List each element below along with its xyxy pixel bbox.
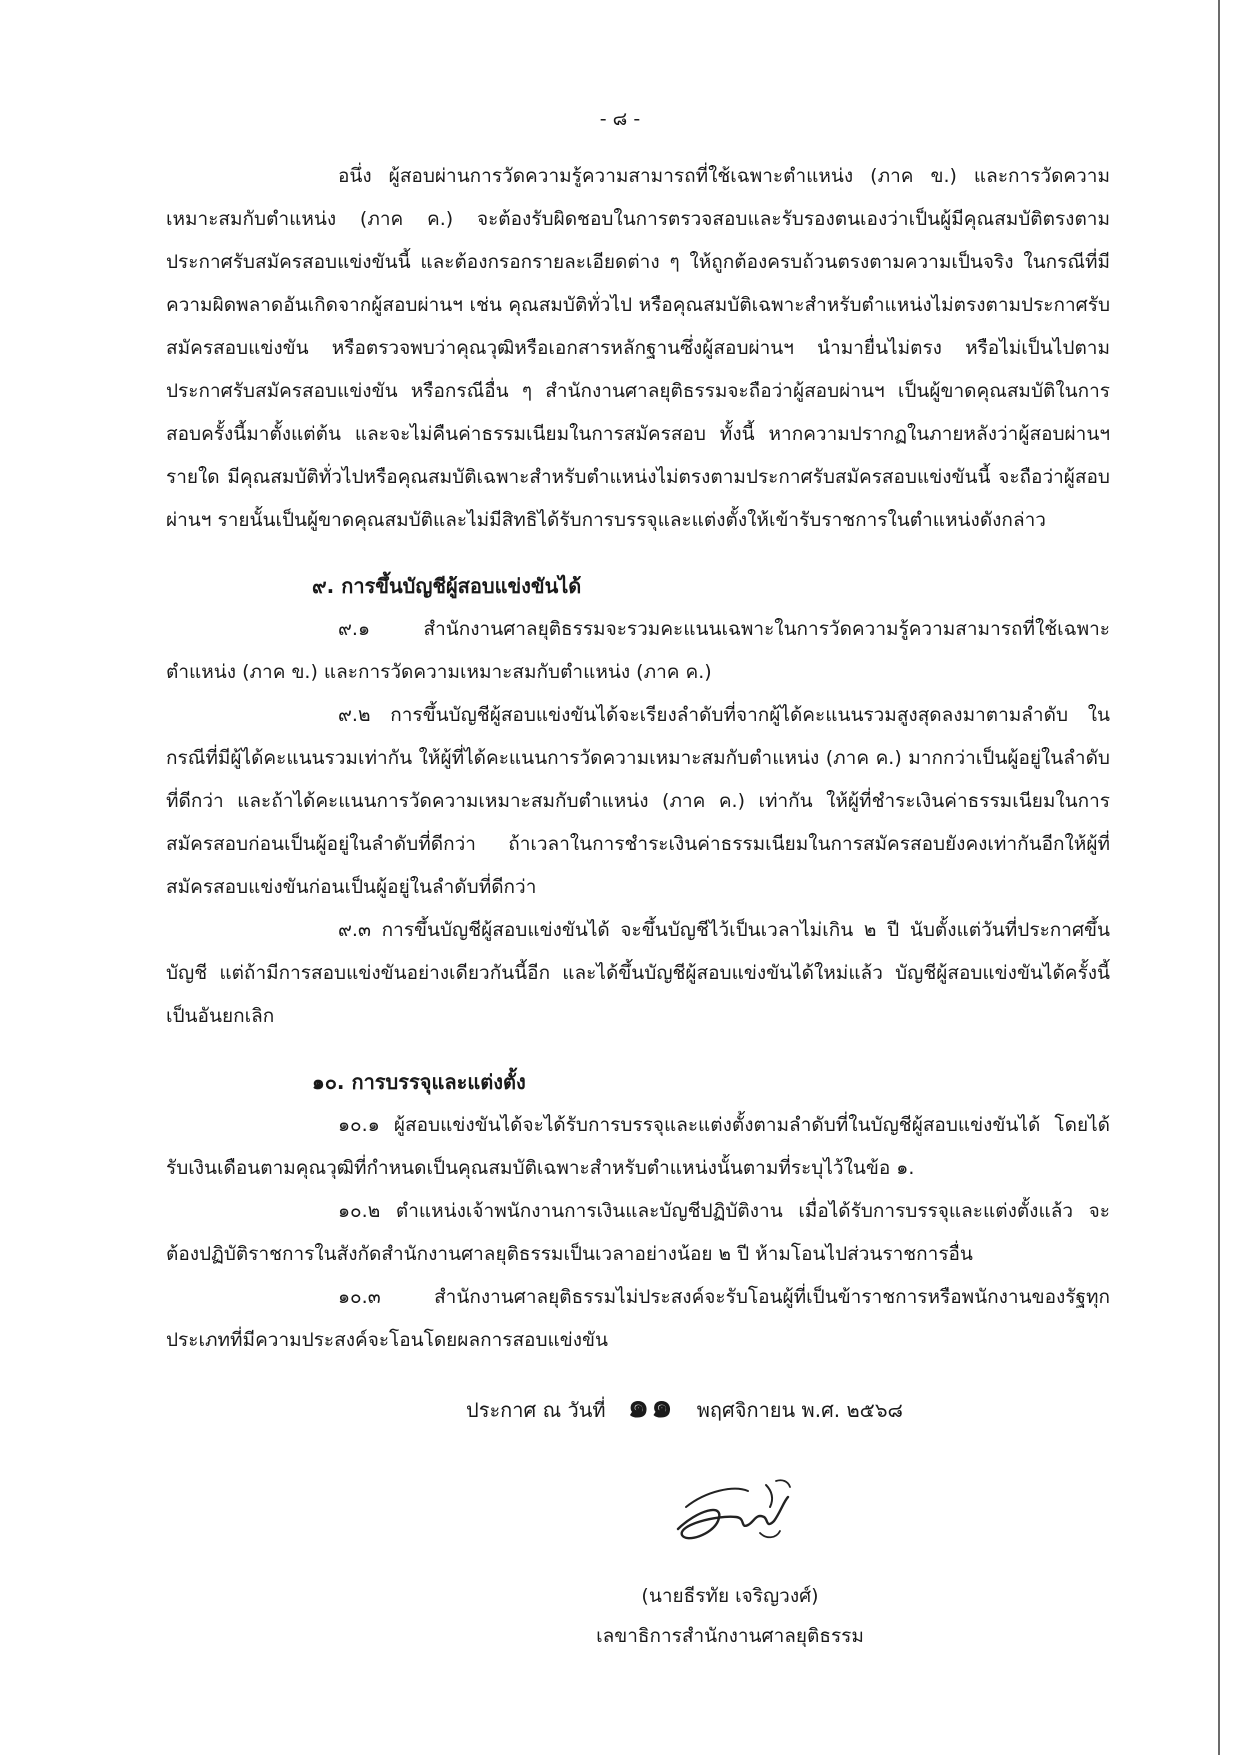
signer-block bbox=[570, 1576, 890, 1656]
announcement-date bbox=[466, 1378, 903, 1432]
signer-title: เลขาธิการสำนักงานศาลยุติธรรม bbox=[596, 1625, 864, 1647]
section-9-heading: ๙. การขึ้นบัญชีผู้สอบแข่งขันได้ bbox=[312, 574, 582, 598]
section-9-item-1: ๙.๑ สำนักงานศาลยุติธรรมจะรวมคะแนนเฉพาะในการวัดความรู้ความสามารถที่ใช้เฉพาะตำแหน่ง (ภาค ข.) และการวัดความเหมาะสมกับตำแหน่ง (ภาค ค.) bbox=[166, 618, 1110, 683]
announcement-day: ๑๑ bbox=[627, 1386, 675, 1426]
announcement-prefix: ประกาศ ณ วันที่ bbox=[466, 1398, 606, 1422]
document-body bbox=[166, 155, 1110, 1362]
section-10-item-2: ๑๐.๒ ตำแหน่งเจ้าพนักงานการเงินและบัญชีปฏิบัติงาน เมื่อได้รับการบรรจุและแต่งตั้งแล้ว จะต้องปฏิบัติราชการในสังกัดสำนักงานศาลยุติธรรมเป็นเวลาอย่างน้อย ๒ ปี ห้ามโอนไปส่วนราชการอื่น bbox=[166, 1200, 1110, 1265]
signer-name: (นายธีรทัย เจริญวงศ์) bbox=[641, 1585, 819, 1607]
section-9-item-3: ๙.๓ การขึ้นบัญชีผู้สอบแข่งขันได้ จะขึ้นบัญชีไว้เป็นเวลาไม่เกิน ๒ ปี นับตั้งแต่วันที่ประกาศขึ้นบัญชี แต่ถ้ามีการสอบแข่งขันอย่างเดียวกันนี้อีก และได้ขึ้นบัญชีผู้สอบแข่งขันได้ใหม่แล้ว บัญชีผู้สอบแข่งขันได้ครั้งนี้เป็นอันยกเลิก bbox=[166, 919, 1110, 1027]
page-number: - ๘ - bbox=[599, 108, 641, 130]
section-9-item-2: ๙.๒ การขึ้นบัญชีผู้สอบแข่งขันได้จะเรียงลำดับที่จากผู้ได้คะแนนรวมสูงสุดลงมาตามลำดับ ในกรณีที่มีผู้ได้คะแนนรวมเท่ากัน ให้ผู้ที่ได้คะแนนการวัดความเหมาะสมกับตำแหน่ง (ภาค ค.) มากกว่าเป็นผู้อยู่ในลำดับที่ดีกว่า และถ้าได้คะแนนการวัดความเหมาะสมกับตำแหน่ง (ภาค ค.) เท่ากัน ให้ผู้ที่ชำระเงินค่าธรรมเนียมในการสมัครสอบก่อนเป็นผู้อยู่ในลำดับที่ดีกว่า ถ้าเวลาในการชำระเงินค่าธรรมเนียมในการสมัครสอบยังคงเท่ากันอีกให้ผู้ที่สมัครสอบแข่งขันก่อนเป็นผู้อยู่ในลำดับที่ดีกว่า bbox=[166, 704, 1110, 898]
section-10-item-3: ๑๐.๓ สำนักงานศาลยุติธรรมไม่ประสงค์จะรับโอนผู้ที่เป็นข้าราชการหรือพนักงานของรัฐทุกประเภทที่มีความประสงค์จะโอนโดยผลการสอบแข่งขัน bbox=[166, 1286, 1110, 1351]
page-edge-line bbox=[1218, 0, 1220, 1755]
signature-image bbox=[656, 1451, 806, 1561]
section-10-item-1: ๑๐.๑ ผู้สอบแข่งขันได้จะได้รับการบรรจุและแต่งตั้งตามลำดับที่ในบัญชีผู้สอบแข่งขันได้ โดยได้รับเงินเดือนตามคุณวุฒิที่กำหนดเป็นคุณสมบัติเฉพาะสำหรับตำแหน่งนั้นตามที่ระบุไว้ในข้อ ๑. bbox=[166, 1114, 1110, 1179]
intro-paragraph: อนึ่ง ผู้สอบผ่านการวัดความรู้ความสามารถที่ใช้เฉพาะตำแหน่ง (ภาค ข.) และการวัดความเหมาะสมกับตำแหน่ง (ภาค ค.) จะต้องรับผิดชอบในการตรวจสอบและรับรองตนเองว่าเป็นผู้มีคุณสมบัติตรงตามประกาศรับสมัครสอบแข่งขันนี้ และต้องกรอกรายละเอียดต่าง ๆ ให้ถูกต้องครบถ้วนตรงตามความเป็นจริง ในกรณีที่มีความผิดพลาดอันเกิดจากผู้สอบผ่านฯ เช่น คุณสมบัติทั่วไป หรือคุณสมบัติเฉพาะสำหรับตำแหน่งไม่ตรงตามประกาศรับสมัครสอบแข่งขัน หรือตรวจพบว่าคุณวุฒิหรือเอกสารหลักฐานซึ่งผู้สอบผ่านฯ นำมายื่นไม่ตรง หรือไม่เป็นไปตามประกาศรับสมัครสอบแข่งขัน หรือกรณีอื่น ๆ สำนักงานศาลยุติธรรมจะถือว่าผู้สอบผ่านฯ เป็นผู้ขาดคุณสมบัติในการสอบครั้งนี้มาตั้งแต่ต้น และจะไม่คืนค่าธรรมเนียมในการสมัครสอบ ทั้งนี้ หากความปรากฏในภายหลังว่าผู้สอบผ่านฯ รายใด มีคุณสมบัติทั่วไปหรือคุณสมบัติเฉพาะสำหรับตำแหน่งไม่ตรงตามประกาศรับสมัครสอบแข่งขันนี้ จะถือว่าผู้สอบผ่านฯ รายนั้นเป็นผู้ขาดคุณสมบัติและไม่มีสิทธิได้รับการบรรจุและแต่งตั้งให้เข้ารับราชการในตำแหน่งดังกล่าว bbox=[166, 165, 1110, 531]
announcement-month-year: พฤศจิกายน พ.ศ. ๒๕๖๘ bbox=[696, 1398, 903, 1422]
section-10-heading: ๑๐. การบรรจุและแต่งตั้ง bbox=[312, 1070, 526, 1094]
